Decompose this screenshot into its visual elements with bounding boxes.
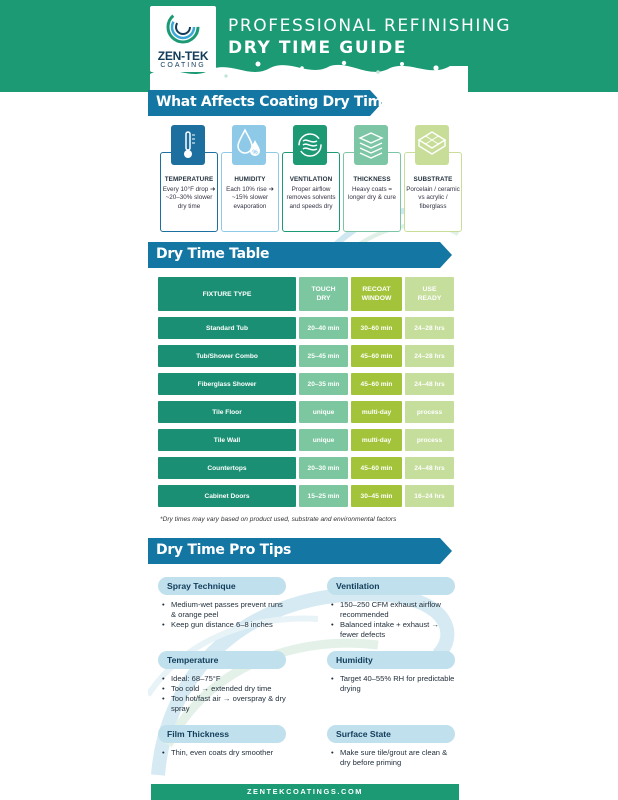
factor-title: VENTILATION (289, 176, 333, 183)
factor-title: HUMIDITY (234, 176, 266, 183)
tip-title-spray: Spray Technique (158, 577, 286, 595)
tip-list-surface-state (331, 748, 457, 768)
tip-title-temperature: Temperature (158, 651, 286, 669)
col-header-fixture: FIXTURE TYPE (158, 277, 296, 311)
factor-desc: Proper airflow removes solvents and speeds dry (286, 186, 336, 210)
table-cell-row-use-ready: 24–48 hrs (405, 457, 454, 479)
logo-ring-icon (165, 9, 201, 45)
tips-heading: Dry Time Pro Tips (156, 542, 292, 558)
tip-item: • Ideal: 68–75°F (162, 674, 288, 684)
tip-item: • Too cold → extended dry time (162, 684, 288, 694)
tip-list-humidity (331, 674, 457, 694)
table-heading: Dry Time Table (156, 246, 270, 262)
table-cell-row-use-ready: 24–28 hrs (405, 345, 454, 367)
tip-list-film-thickness (162, 748, 288, 758)
table-cell-row-recoat: 30–60 min (351, 317, 402, 339)
tips-banner (148, 538, 458, 564)
table-cell-row-touch-dry: 20–30 min (299, 457, 348, 479)
table-cell-row-use-ready: 24–48 hrs (405, 373, 454, 395)
water-drop-percent-icon (231, 124, 267, 166)
table-cell-row-use-ready: 24–28 hrs (405, 317, 454, 339)
airflow-icon (292, 124, 328, 166)
tip-item: • Too hot/fast air → overspray & dry spray (162, 694, 288, 714)
paint-splash-decoration (0, 60, 618, 92)
thermometer-icon (170, 124, 206, 166)
factor-humidity (221, 124, 279, 232)
table-cell-row-recoat: 45–60 min (351, 345, 402, 367)
table-cell-row-touch-dry: unique (299, 429, 348, 451)
table-cell-row-use-ready: 16–24 hrs (405, 485, 454, 507)
table-footnote: *Dry times may vary based on product used, substrate and environmental factors (160, 516, 397, 523)
table-cell-row-touch-dry: 15–25 min (299, 485, 348, 507)
table-cell-row-fixture: Countertops (158, 457, 296, 479)
logo-word: ZEN-TEK (157, 49, 209, 63)
factor-desc: Porcelain / ceramic vs acrylic / fiberglass (406, 186, 460, 210)
factor-ventilation (282, 124, 340, 232)
tip-item: • Balanced intake + exhaust → fewer defects (331, 620, 457, 640)
tip-item: • Thin, even coats dry smoother (162, 748, 288, 758)
tip-title-surface-state: Surface State (327, 725, 455, 743)
table-cell-row-touch-dry: 20–40 min (299, 317, 348, 339)
table-cell-row-use-ready: process (405, 401, 454, 423)
logo (150, 6, 216, 72)
tip-item: • Target 40–55% RH for predictable drying (331, 674, 457, 694)
factor-desc: Heavy coats = longer dry & cure (348, 186, 396, 202)
tip-item: • Medium-wet passes prevent runs & orange peel (162, 600, 288, 620)
table-cell-row-fixture: Tile Wall (158, 429, 296, 451)
table-cell-row-recoat: 45–60 min (351, 457, 402, 479)
tip-list-ventilation (331, 600, 457, 640)
tile-grid-icon (414, 124, 450, 166)
factor-desc: Each 10% rise ➜ ~15% slower evaporation (226, 186, 274, 210)
header-title: PROFESSIONAL REFINISHING (228, 16, 512, 36)
tip-list-spray (162, 600, 288, 630)
tip-item: • 150–250 CFM exhaust airflow recommended (331, 600, 457, 620)
factor-thickness (343, 124, 401, 232)
tip-title-film-thickness: Film Thickness (158, 725, 286, 743)
table-cell-row-fixture: Tile Floor (158, 401, 296, 423)
table-cell-row-touch-dry: 20–35 min (299, 373, 348, 395)
factors-banner (148, 90, 458, 116)
table-cell-row-recoat: multi-day (351, 401, 402, 423)
factor-substrate (404, 124, 462, 232)
header (0, 0, 618, 92)
table-cell-row-fixture: Standard Tub (158, 317, 296, 339)
table-cell-row-fixture: Cabinet Doors (158, 485, 296, 507)
table-cell-row-fixture: Tub/Shower Combo (158, 345, 296, 367)
table-cell-row-fixture: Fiberglass Shower (158, 373, 296, 395)
table-banner (148, 242, 458, 268)
layers-icon (353, 124, 389, 166)
tip-list-temperature (162, 674, 288, 714)
svg-text:%: % (252, 150, 258, 156)
table-cell-row-touch-dry: 25–45 min (299, 345, 348, 367)
factor-desc: Every 10°F drop ➜ ~20–30% slower dry time (162, 186, 216, 210)
col-header-touch: TOUCH DRY (299, 277, 348, 311)
tip-item: • Make sure tile/grout are clean & dry before priming (331, 748, 457, 768)
footer-website-link[interactable]: ZENTEKCOATINGS.COM (151, 784, 459, 800)
factor-title: THICKNESS (353, 176, 391, 183)
header-subtitle: DRY TIME GUIDE (228, 38, 408, 58)
factor-temperature (160, 124, 218, 232)
factor-title: SUBSTRATE (413, 176, 453, 183)
table-cell-row-recoat: 45–60 min (351, 373, 402, 395)
table-cell-row-recoat: multi-day (351, 429, 402, 451)
table-cell-row-use-ready: process (405, 429, 454, 451)
col-header-recoat: RECOAT WINDOW (351, 277, 402, 311)
tip-title-ventilation: Ventilation (327, 577, 455, 595)
tip-item: • Keep gun distance 6–8 inches (162, 620, 288, 630)
table-cell-row-touch-dry: unique (299, 401, 348, 423)
tip-title-humidity: Humidity (327, 651, 455, 669)
col-header-use: USE READY (405, 277, 454, 311)
table-cell-row-recoat: 30–45 min (351, 485, 402, 507)
logo-sub: COATING (160, 62, 206, 69)
factors-heading: What Affects Coating Dry Times? (156, 94, 407, 110)
factor-title: TEMPERATURE (164, 176, 214, 183)
